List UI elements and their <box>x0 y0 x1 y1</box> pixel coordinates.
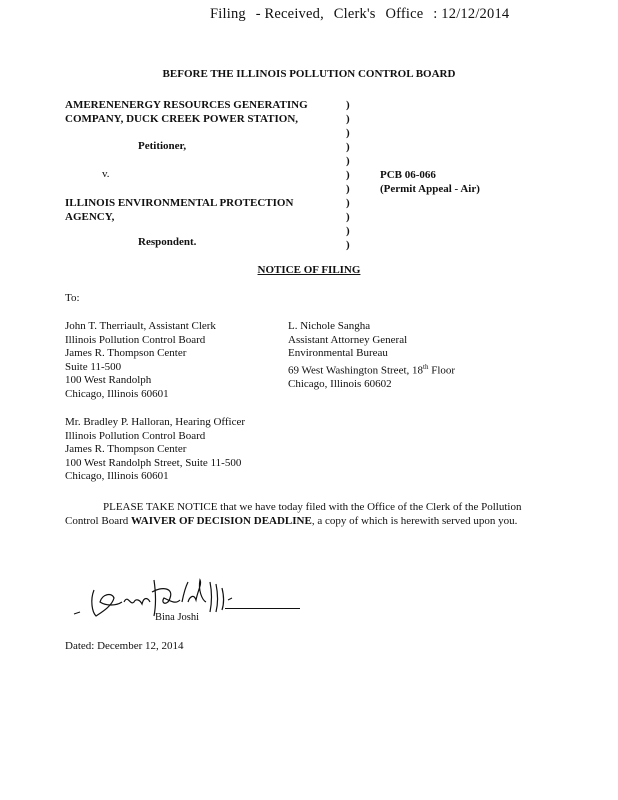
body-bold-title: WAIVER OF DECISION DEADLINE <box>131 515 312 527</box>
address-line: Chicago, Illinois 60601 <box>65 470 169 482</box>
caption-paren-column <box>346 98 350 252</box>
recipient-attorney-general <box>288 320 455 391</box>
notice-body <box>65 500 535 528</box>
address-line: Mr. Bradley P. Halloran, Hearing Officer <box>65 416 246 428</box>
filing-stamp <box>210 6 515 23</box>
case-type: (Permit Appeal - Air) <box>380 183 480 195</box>
body-text-2: , a copy of which is herewith served upon you. <box>311 515 518 527</box>
petitioner-name-line2: COMPANY, DUCK CREEK POWER STATION, <box>65 113 299 125</box>
paren: ) <box>346 99 350 111</box>
address-line: James R. Thompson Center <box>65 347 187 359</box>
address-line: 100 West Randolph Street, Suite 11-500 <box>65 456 242 469</box>
case-caption <box>65 98 308 126</box>
address-line: Illinois Pollution Control Board <box>65 333 206 346</box>
address-line: Illinois Pollution Control Board <box>65 429 206 442</box>
to-label: To: <box>65 292 80 304</box>
board-title: BEFORE THE ILLINOIS POLLUTION CONTROL BOARD <box>162 68 456 80</box>
body-text-1: PLEASE TAKE NOTICE that we have today filed with the Office of the Clerk of the Pollution Control Board <box>65 501 522 527</box>
address-line <box>288 361 455 378</box>
paren: ) <box>346 155 350 167</box>
respondent-name-line1: ILLINOIS ENVIRONMENTAL PROTECTION <box>65 197 294 209</box>
paren: ) <box>346 127 350 139</box>
paren: ) <box>346 197 350 209</box>
floor-text: Floor <box>428 364 456 377</box>
address-line: James R. Thompson Center <box>65 443 187 455</box>
recipient-hearing-officer <box>65 416 245 484</box>
address-line: Suite 11-500 <box>65 360 122 373</box>
stamp-date: : 12/12/2014 <box>433 6 510 22</box>
paren: ) <box>346 141 350 153</box>
signer-name: Bina Joshi <box>155 612 200 623</box>
address-line: Assistant Attorney General <box>288 333 408 346</box>
notice-title: NOTICE OF FILING <box>257 264 361 276</box>
signature-line <box>225 608 300 609</box>
address-line: 100 West Randolph <box>65 374 152 386</box>
ordinal-suffix: th <box>423 362 429 371</box>
address-line: John T. Therriault, Assistant Clerk <box>65 320 216 332</box>
petitioner-role: Petitioner, <box>138 140 187 152</box>
respondent-role: Respondent. <box>138 236 197 248</box>
paren: ) <box>346 211 350 223</box>
respondent-name-line2: AGENCY, <box>65 211 115 223</box>
address-line: L. Nichole Sangha <box>288 320 371 332</box>
paren: ) <box>346 113 350 125</box>
recipient-clerk <box>65 320 216 401</box>
dated-line: Dated: December 12, 2014 <box>65 640 184 652</box>
address-line: Chicago, Illinois 60601 <box>65 387 169 400</box>
case-number: PCB 06-066 <box>380 169 436 181</box>
stamp-clerks: Clerk's <box>333 6 376 22</box>
petitioner-name-line1: AMERENENERGY RESOURCES GENERATING <box>65 99 308 111</box>
stamp-filing: Filing <box>210 6 246 22</box>
address-line: Chicago, Illinois 60602 <box>288 377 392 390</box>
stamp-received: - Received, <box>255 6 324 22</box>
address-line: Environmental Bureau <box>288 347 388 359</box>
paren: ) <box>346 183 350 195</box>
stamp-office: Office <box>385 6 424 22</box>
respondent-block <box>65 196 293 224</box>
case-number-block <box>380 168 480 196</box>
paren: ) <box>346 225 350 237</box>
street-text: 69 West Washington Street, 18 <box>288 364 424 377</box>
paren: ) <box>346 169 350 181</box>
versus: v. <box>102 168 110 180</box>
paren: ) <box>346 239 350 251</box>
